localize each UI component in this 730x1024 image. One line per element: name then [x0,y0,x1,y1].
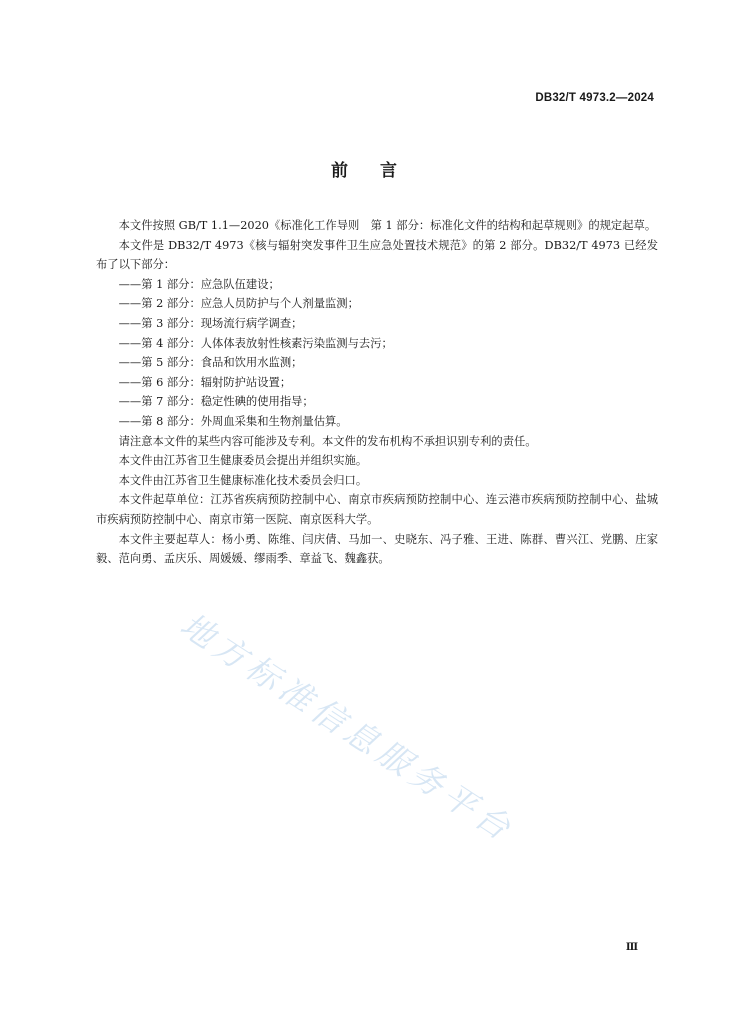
watermark: 地方标准信息服务平台 [173,605,522,851]
document-code: DB32/T 4973.2—2024 [535,92,654,104]
list-item: ——第 5 部分：食品和饮用水监测； [118,356,303,370]
paragraph-proposer: 本文件由江苏省卫生健康委员会提出并组织实施。 [118,454,368,468]
paragraph-drafting-units: 本文件起草单位：江苏省疾病预防控制中心、南京市疾病预防控制中心、连云港市疾病预防控制中心、盐城市疾病预防控制中心、南京市第一医院、南京医科大学。 [96,493,658,526]
page-number: Ⅲ [625,942,638,953]
list-item: ——第 8 部分：外周血采集和生物剂量估算。 [118,414,348,428]
list-item: ——第 4 部分：人体体表放射性核素污染监测与去污； [118,336,393,350]
paragraph-drafters: 本文件主要起草人：杨小勇、陈维、闫庆倩、马加一、史晓东、冯子雅、王进、陈群、曹兴江、党鹏、庄家毅、范向勇、孟庆乐、周媛媛、缪雨季、章益飞、魏鑫获。 [96,532,658,566]
title-char-2: 言 [380,161,399,181]
list-item: ——第 7 部分：稳定性碘的使用指导； [118,395,314,409]
title-char-1: 前 [331,161,350,181]
foreword-body [96,216,658,569]
paragraph-series-intro: 本文件是 DB32/T 4973《核与辐射突发事件卫生应急处置技术规范》的第 2 部分。DB32/T 4973 已经发布了以下部分： [96,238,658,272]
list-item: ——第 3 部分：现场流行病学调查； [118,316,303,330]
list-item: ——第 6 部分：辐射防护站设置； [118,375,292,389]
parts-list [96,275,658,432]
paragraph-drafting-rules: 本文件按照 GB/T 1.1—2020《标准化工作导则 第 1 部分：标准化文件的结构和起草规则》的规定起草。 [118,219,657,232]
paragraph-administrator: 本文件由江苏省卫生健康标准化技术委员会归口。 [118,473,368,487]
list-item: ——第 2 部分：应急人员防护与个人剂量监测； [118,297,359,311]
list-item: ——第 1 部分：应急队伍建设； [118,277,280,291]
page-title [0,156,730,181]
paragraph-patent-notice: 请注意本文件的某些内容可能涉及专利。本文件的发布机构不承担识别专利的责任。 [118,434,537,448]
